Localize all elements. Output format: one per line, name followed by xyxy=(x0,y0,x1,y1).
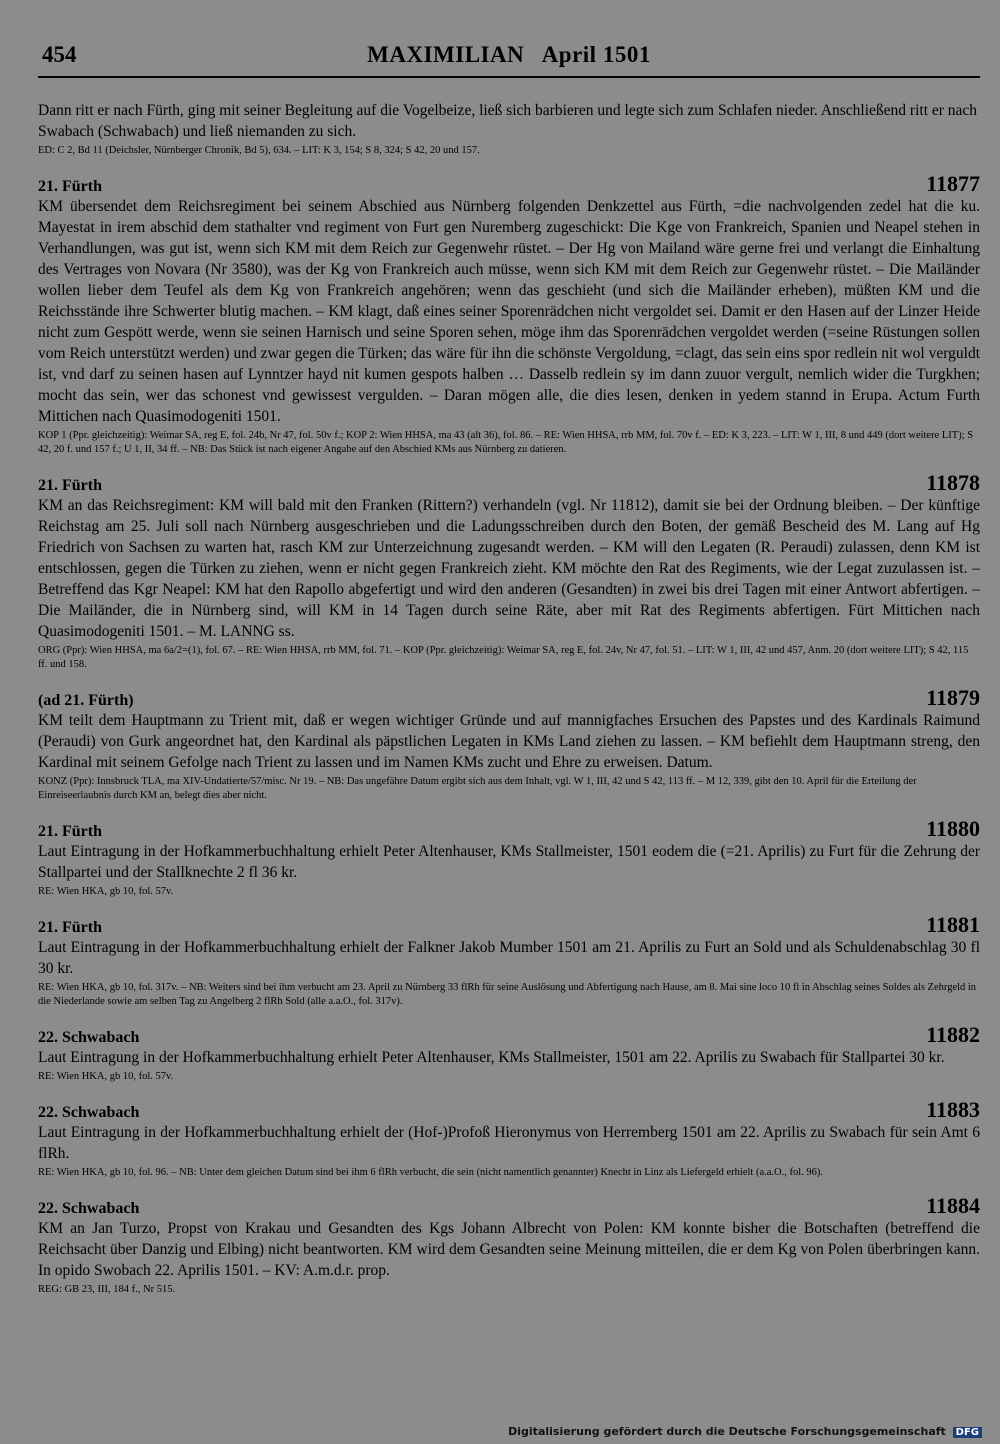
entry-11881 xyxy=(38,912,980,1009)
entry-number: 11878 xyxy=(926,470,980,495)
entry-source: REG: GB 23, III, 184 f., Nr 515. xyxy=(38,1284,176,1295)
entry-text: KM übersendet dem Reichsregiment bei seinem Abschied aus Nürnberg folgenden Denkzettel aus Fürth, =die nachvolgenden zedel hat die ku. Mayestat in irem abschid dem stathalter vnd regiment von Furt gen Nuremberg zugeschickt: Die Kge von Frankreich, Spanien und Neapel stehen in Verhandlungen, was gut ist, wenn sich KM mit dem Reich zur Gegenwehr rüstet. – Der Hg von Mailand wäre gerne frei und verlangt die Einhaltung des Vertrages von Novara (Nr 3580), was der Kg von Frankreich auch müsse, wenn sich KM mit dem Reich zur Gegenwehr rüstet. – Die Mailänder wollen lieber dem Teufel als dem Kg von Frankreich angehören; wenn das geschieht (und sich die Mailänder erheben), müßten KM und die Reichsstände ihre Schwerter blutig machen. – KM klagt, daß eines seiner Sporenrädchen nicht vergoldet sei. Damit er den Hasen auf der Linzer Heide nicht zum Gespött werde, wenn sie seinen Harnisch und seine Sporen sehen, möge ihm das Sporenrädchen vergoldet werden (=seine Rüstungen sollen vom Reich unterstützt werden) und zwar gegen die Türken; das wäre für ihn die schönste Vergoldung, =clagt, das sein eins spor redlein nit wol verguldt ist, vnd darf zu seinen hasen auf Lynntzer hayd nit kumen gespots halben … Dasselb redlein sy im dann zuuor vergult, nemlich wider die Turgkhen; mocht das sein, wer das schonest vnd gewissest vergulden. – Daran mögen alle, die dies lesen, denken in yedem stannd in Erupa. Actum Furth Mittichen nach Quasimodogeniti 1501. xyxy=(38,198,980,425)
page-title: MAXIMILIAN April 1501 xyxy=(367,42,651,67)
digitization-footer xyxy=(508,1425,982,1438)
entry-text: Laut Eintragung in der Hofkammerbuchhaltung erhielt der Falkner Jakob Mumber 1501 am 21. Aprilis zu Furt an Sold und als Schuldenabschlag 30 fl 30 kr. xyxy=(38,939,980,977)
entry-date: 21. Fürth xyxy=(38,823,102,840)
entry-number: 11884 xyxy=(926,1193,980,1218)
entry-date: 22. Schwabach xyxy=(38,1104,140,1121)
entry-number: 11880 xyxy=(926,816,980,841)
entry-source: KOP 1 (Ppr. gleichzeitig): Weimar SA, reg E, fol. 24b, Nr 47, fol. 50v f.; KOP 2: Wien HHSA, ma 43 (alt 36), fol. 86. – RE: Wien HHSA, rrb MM, fol. 70v f. – ED: K 3, 223. – LIT: W 1, III, 8 und 449 (dort weitere LIT); S 42, 20 f. und 157 f.; U 1, II, 34 ff. – NB: Das Stück ist nach eigener Angabe auf den Abschied KMs aus Nürnberg zu datieren. xyxy=(38,430,974,455)
entry-date: 21. Fürth xyxy=(38,919,102,936)
intro-paragraph xyxy=(38,100,980,158)
running-head xyxy=(38,38,980,74)
entry-date: 21. Fürth xyxy=(38,477,102,494)
entry-number: 11879 xyxy=(926,685,980,710)
entry-11879 xyxy=(38,685,980,803)
entry-text: Laut Eintragung in der Hofkammerbuchhaltung erhielt Peter Altenhauser, KMs Stallmeister, 1501 eodem die (=21. Aprilis) zu Furt für die Zehrung der Stallpartei und der Stallknechte 2 fl 36 kr. xyxy=(38,843,980,881)
entry-number: 11877 xyxy=(926,171,980,196)
entry-date: 21. Fürth xyxy=(38,178,102,195)
entry-date: (ad 21. Fürth) xyxy=(38,692,134,709)
entry-date: 22. Schwabach xyxy=(38,1029,140,1046)
entry-date: 22. Schwabach xyxy=(38,1200,140,1217)
entry-11878 xyxy=(38,470,980,672)
entry-11877 xyxy=(38,171,980,457)
document-page xyxy=(38,38,980,1297)
page-number: 454 xyxy=(42,42,77,67)
entry-11883 xyxy=(38,1097,980,1180)
entry-text: Laut Eintragung in der Hofkammerbuchhaltung erhielt Peter Altenhauser, KMs Stallmeister, 1501 am 22. Aprilis zu Swabach für Stallpartei 30 kr. xyxy=(38,1049,945,1066)
entry-text: KM teilt dem Hauptmann zu Trient mit, daß er wegen wichtiger Gründe und auf mannigfaches Ersuchen des Papstes und des Kardinals Raimund (Peraudi) von Gurk angeordnet hat, den Kardinal als päpstlichen Legaten in KMs Land ziehen zu lassen. – KM befiehlt dem Hauptmann streng, den Kardinal mit seinem Gefolge nach Trient zu lassen und im Namen KMs zucht und Ehre zu erweisen. Datum. xyxy=(38,712,980,771)
entry-11884 xyxy=(38,1193,980,1297)
entry-number: 11881 xyxy=(926,912,980,937)
intro-source: ED: C 2, Bd 11 (Deichsler, Nürnberger Chronik, Bd 5), 634. – LIT: K 3, 154; S 8, 324; S 42, 20 und 157. xyxy=(38,145,480,156)
entry-source: RE: Wien HKA, gb 10, fol. 57v. xyxy=(38,1071,174,1082)
entry-text: KM an das Reichsregiment: KM will bald mit den Franken (Rittern?) verhandeln (vgl. Nr 11812), damit sie bei der Ordnung bleiben. – Der künftige Reichstag am 25. Juli soll nach Nürnberg ausgeschrieben und die Ladungsschreiben durch den Boten, der gemäß Bescheid des M. Lang auf Hg Friedrich von Sachsen zu warten hat, rasch KM zur Unterzeichnung zugesandt werden. – KM will den Legaten (R. Peraudi) zulassen, denn KM ist entschlossen, gegen die Türken zu ziehen, wenn er nicht gegen Frankreich zieht. KM möchte den Rat des Regiments, wie der Legat zuzulassen ist. – Betreffend das Kgr Neapel: KM hat den Rapollo abgefertigt und wird den anderen (Gesandten) in zwei bis drei Tagen mit einer Antwort abfertigen. – Die Mailänder, die in Nürnberg sind, will KM in 14 Tagen durch seine Räte, aber mit Rat des Regiments abfertigen. Fürt Mittichen nach Quasimodogeniti 1501. – M. LANNG ss. xyxy=(38,497,980,640)
footer-text: Digitalisierung gefördert durch die Deutsche Forschungsgemeinschaft xyxy=(508,1425,946,1438)
entry-source: KONZ (Ppr): Innsbruck TLA, ma XIV-Undatierte/57/misc. Nr 19. – NB: Das ungefähre Datum ergibt sich aus dem Inhalt, vgl. W 1, III, 42 und S 42, 113 ff. – M 12, 339, gibt den 10. April für die Erteilung der Einreiseerlaubnis durch KM an, belegt dies aber nicht. xyxy=(38,776,917,801)
intro-text: Dann ritt er nach Fürth, ging mit seiner Begleitung auf die Vogelbeize, ließ sich barbieren und legte sich zum Schlafen nieder. Anschließend ritt er nach Swabach (Schwabach) und ließ niemanden zu sich. xyxy=(38,102,978,140)
entry-11880 xyxy=(38,816,980,899)
entry-text: Laut Eintragung in der Hofkammerbuchhaltung erhielt der (Hof-)Profoß Hieronymus von Herremberg 1501 am 22. Aprilis zu Swabach für sein Amt 6 flRh. xyxy=(38,1124,980,1162)
entry-text: KM an Jan Turzo, Propst von Krakau und Gesandten des Kgs Johann Albrecht von Polen: KM konnte bisher die Botschaften (betreffend die Reichsacht über Danzig und Elbing) nicht beantworten. KM wird dem Gesandten seine Meinung mitteilen, die er dem Kg von Polen überbringen kann. In opido Swobach 22. Aprilis 1501. – KV: A.m.d.r. prop. xyxy=(38,1220,980,1279)
entry-source: RE: Wien HKA, gb 10, fol. 96. – NB: Unter dem gleichen Datum sind bei ihm 6 flRh verbucht, die sein (nicht namentlich genannter) Knecht in Linz als Liefergeld erhielt (a.a.O., fol. 96). xyxy=(38,1167,824,1178)
entry-source: ORG (Ppr): Wien HHSA, ma 6a/2=(1), fol. 67. – RE: Wien HHSA, rrb MM, fol. 71. – KOP (Ppr. gleichzeitig): Weimar SA, reg E, fol. 24v, Nr 47, fol. 51. – LIT: W 1, III, 42 und 457, Anm. 20 (dort weitere LIT); S 42, 115 ff. und 158. xyxy=(38,645,969,670)
entry-source: RE: Wien HKA, gb 10, fol. 57v. xyxy=(38,886,174,897)
entry-number: 11883 xyxy=(926,1097,980,1122)
entry-11882 xyxy=(38,1022,980,1084)
header-rule xyxy=(38,76,980,78)
dfg-logo: DFG xyxy=(953,1427,982,1438)
entry-number: 11882 xyxy=(926,1022,980,1047)
entry-source: RE: Wien HKA, gb 10, fol. 317v. – NB: Weiters sind bei ihm verbucht am 23. April zu Nürnberg 33 flRh für seine Auslösung und Abfertigung nach Hause, am 8. Mai sine loco 10 fl in Abschlag seines Soldes als Zehrgeld in die Niederlande sowie am selben Tag zu Angelberg 2 flRh Sold (alle a.a.O., fol. 317v). xyxy=(38,982,977,1007)
